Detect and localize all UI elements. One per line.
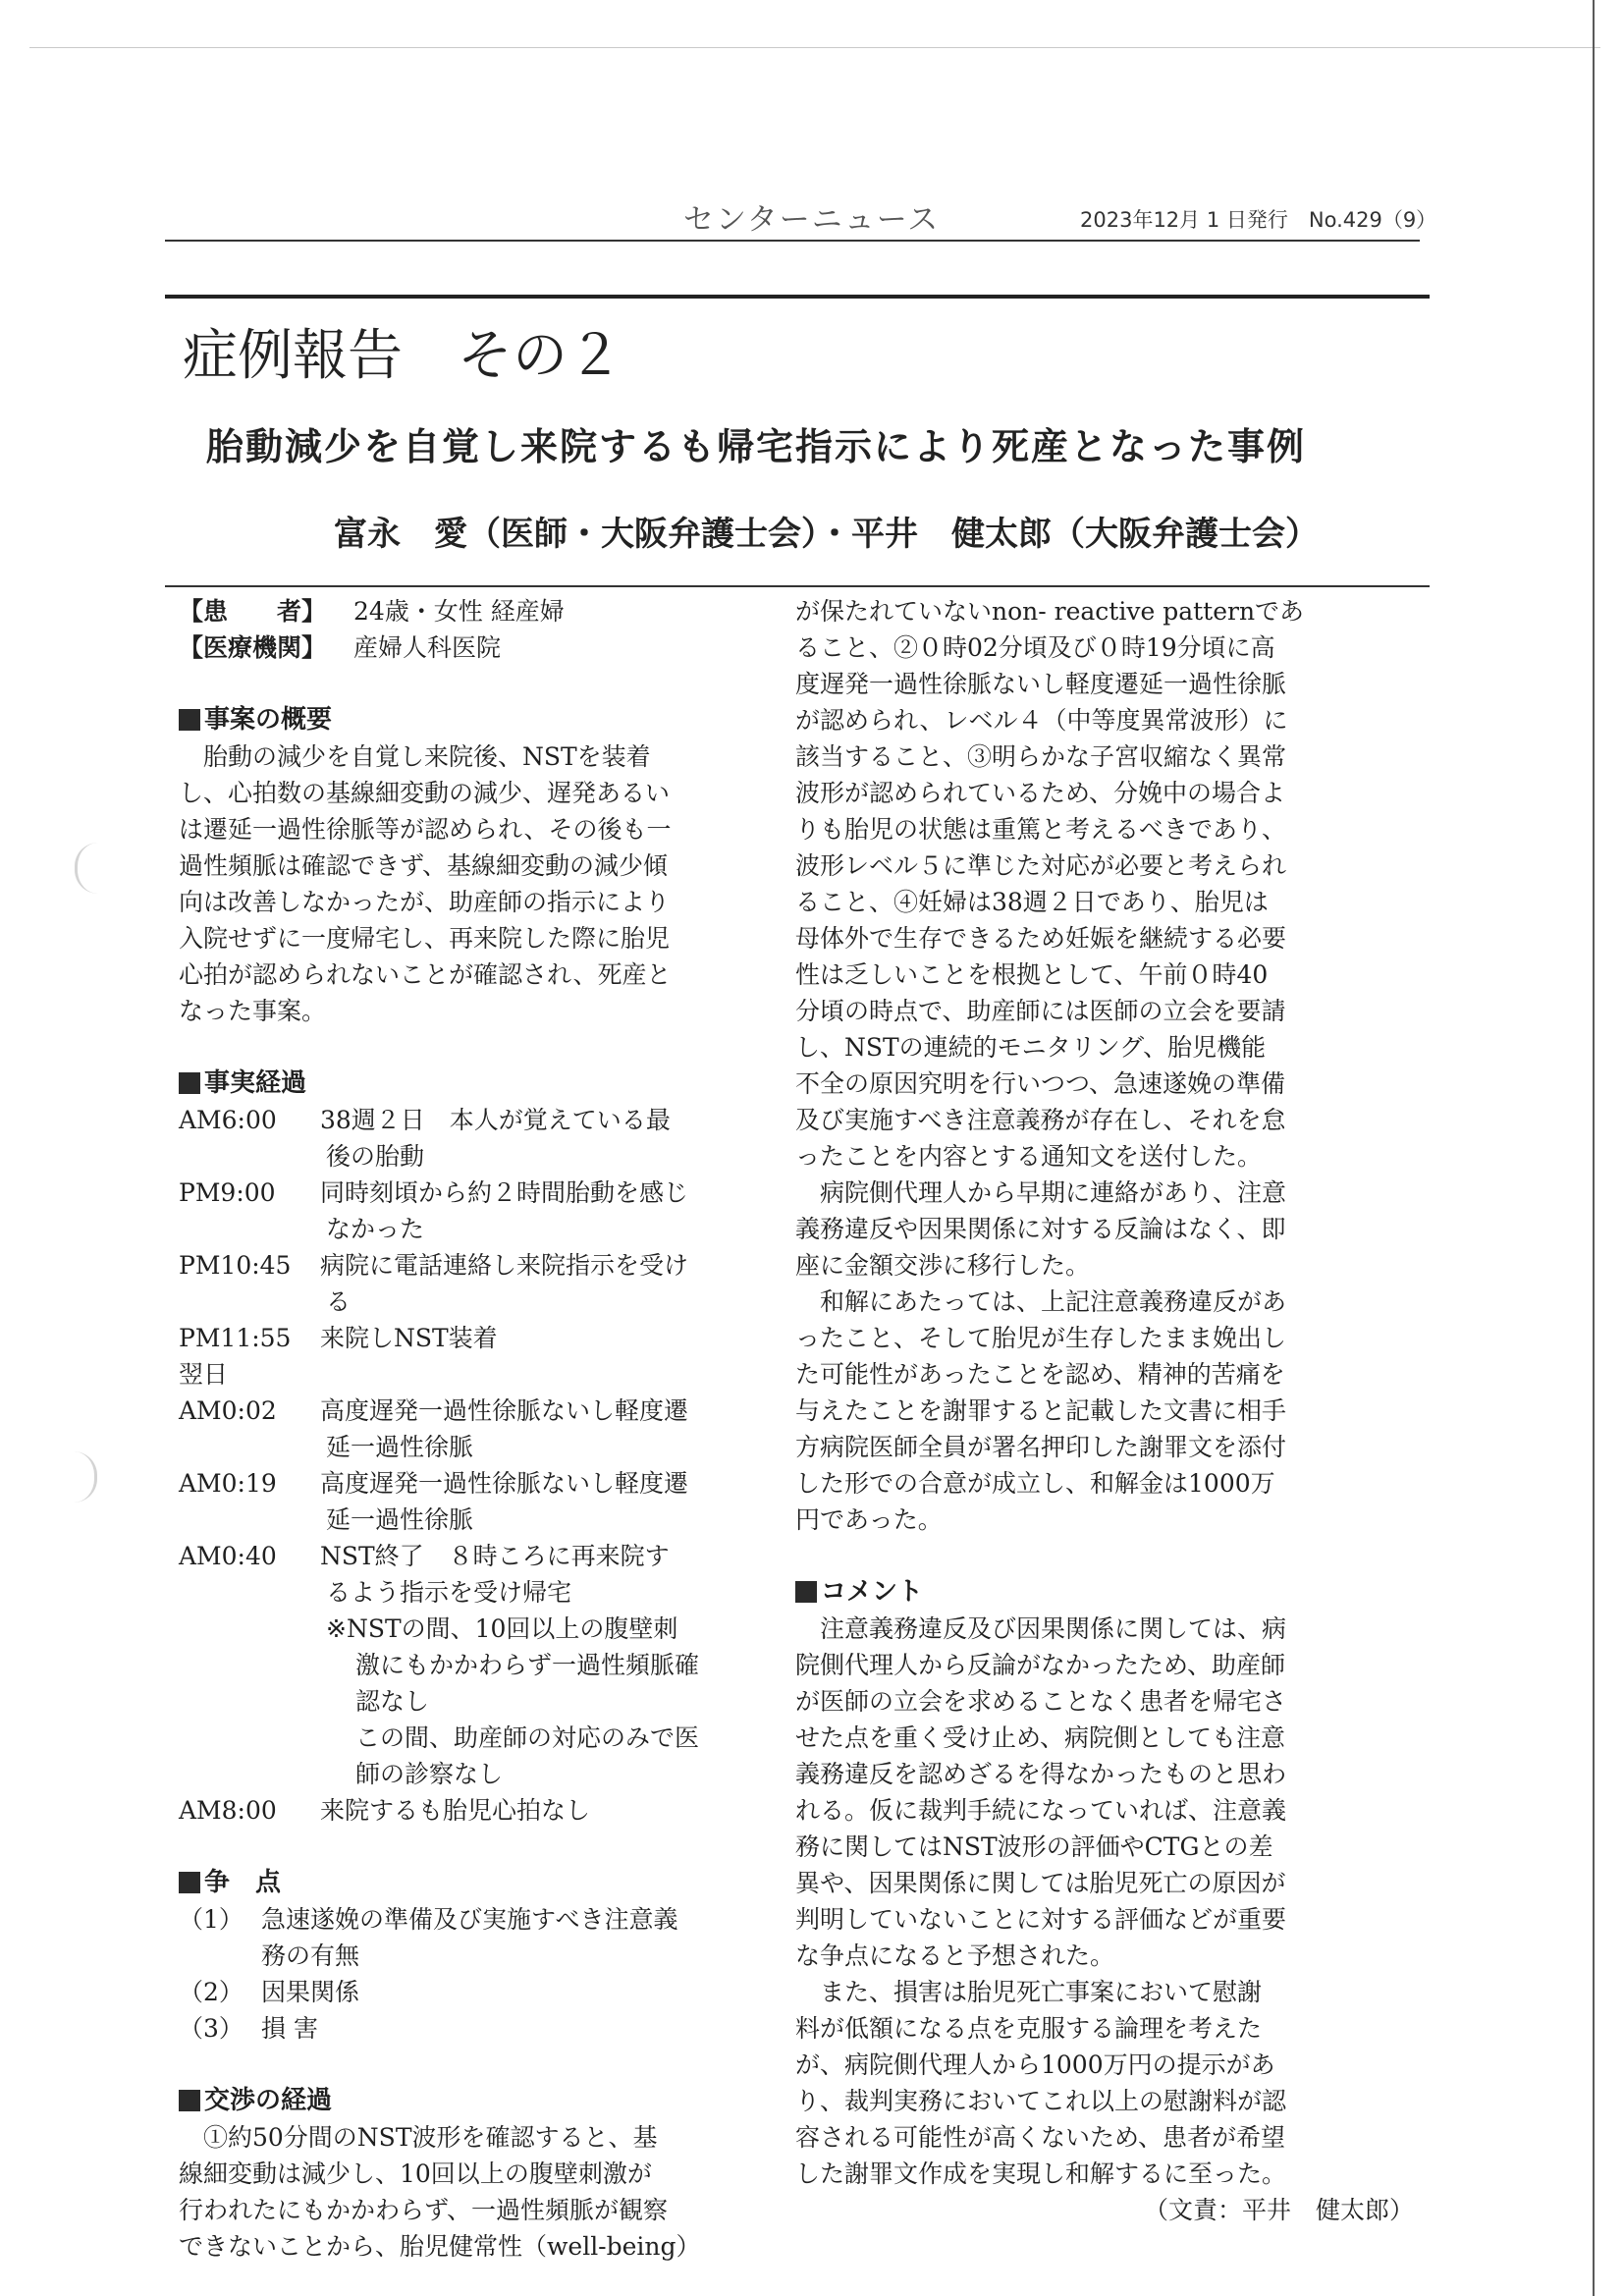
comment-line: が、病院側代理人から1000万円の提示があ [795, 2050, 1275, 2079]
timeline-text: 38週２日 本人が覚えている最 [320, 1106, 671, 1134]
timeline-time: AM0:40 [179, 1542, 277, 1570]
issue-item [179, 2010, 766, 2047]
negotiation-line: 円であった。 [795, 1505, 943, 1534]
timeline-text: るよう指示を受け帰宅 [326, 1578, 572, 1607]
issue-number: （3） [179, 2014, 243, 2043]
negotiation-line: 行われたにもかかわらず、一過性頻脈が観察 [179, 2196, 669, 2224]
negotiation-line: ったことを内容とする通知文を送付した。 [795, 1142, 1263, 1171]
timeline-text: る [326, 1287, 352, 1316]
negotiation-line: ①約50分間のNST波形を確認すると、基 [203, 2123, 658, 2152]
issue-text: 務の有無 [261, 1941, 360, 1970]
negotiation-line: 母体外で生存できるため妊娠を継続する必要 [795, 924, 1287, 953]
newsletter-name: センターニュース [683, 202, 941, 238]
article-subtitle: 胎動減少を自覚し来院するも帰宅指示により死産となった事例 [206, 424, 1307, 468]
timeline-time: AM0:02 [179, 1396, 277, 1425]
negotiation-line: 不全の原因究明を行いつつ、急速遂娩の準備 [795, 1069, 1286, 1098]
timeline-note: 激にもかかわらず一過性頻脈確 [355, 1651, 700, 1679]
comment-line: した謝罪文作成を実現し和解するに至った。 [795, 2159, 1287, 2188]
negotiation-line: 病院側代理人から早期に連絡があり、注意 [820, 1178, 1287, 1207]
title-rule [165, 295, 1430, 299]
authors-rule [165, 585, 1430, 587]
timeline-note: ※NSTの間、10回以上の腹壁刺 [326, 1614, 678, 1643]
punch-hole-mark [75, 843, 99, 894]
page-header [165, 194, 1437, 242]
comment-line: 務に関してはNST波形の評価やCTGとの差 [795, 1832, 1273, 1861]
negotiation-line: 与えたことを謝罪すると記載した文書に相手 [795, 1396, 1287, 1425]
timeline-text: なかった [326, 1215, 425, 1243]
institution-value: 産婦人科医院 [353, 633, 502, 662]
timeline-heading: 事実経過 [179, 1066, 766, 1102]
timeline-text: 来院するも胎児心拍なし [320, 1796, 591, 1825]
negotiation-line: が保たれていないnon- reactive patternであ [795, 597, 1305, 626]
timeline-note: 師の診察なし [355, 1760, 504, 1788]
negotiation-line: 和解にあたっては、上記注意義務違反があ [820, 1287, 1287, 1316]
negotiation-line: 義務違反や因果関係に対する反論はなく、即 [795, 1215, 1286, 1243]
timeline-row [179, 1175, 766, 1211]
negotiation-line: ること、②０時02分頃及び０時19分頃に高 [795, 633, 1275, 662]
timeline-time: AM8:00 [179, 1796, 277, 1825]
overview-line: なった事案。 [179, 997, 327, 1025]
comment-line: れる。仮に裁判手続になっていれば、注意義 [795, 1796, 1287, 1825]
scan-edge-line [29, 47, 1600, 48]
timeline-text: 後の胎動 [326, 1142, 425, 1171]
issue-number: （2） [179, 1978, 243, 2006]
institution-row [179, 629, 766, 666]
negotiation-line: した形での合意が成立し、和解金は1000万 [795, 1469, 1275, 1498]
patient-label: 【患 者】 [179, 597, 327, 626]
negotiation-heading: 交渉の経過 [179, 2083, 766, 2119]
timeline-text: NST終了 ８時ころに再来院す [320, 1542, 670, 1570]
timeline-row [179, 1102, 766, 1138]
timeline-row [179, 1465, 766, 1502]
timeline-time: AM6:00 [179, 1106, 277, 1134]
patient-row [179, 593, 766, 629]
timeline-text: 同時刻頃から約２時間胎動を感じ [320, 1178, 689, 1207]
issue-text: 因果関係 [261, 1978, 360, 2006]
negotiation-line: 波形レベル５に準じた対応が必要と考えられ [795, 851, 1287, 880]
right-column [795, 593, 1424, 2228]
negotiation-line: 性は乏しいことを根拠として、午前０時40 [795, 960, 1269, 989]
issue-number: （1） [179, 1905, 243, 1934]
timeline-text: 病院に電話連絡し来院指示を受け [320, 1251, 689, 1280]
left-column [179, 593, 766, 2265]
negotiation-line: 線細変動は減少し、10回以上の腹壁刺激が [179, 2159, 652, 2188]
timeline-text: 延一過性徐脈 [326, 1505, 474, 1534]
timeline-text: 延一過性徐脈 [326, 1433, 474, 1461]
issue-item [179, 1901, 766, 1938]
comment-line: また、損害は胎児死亡事案において慰謝 [820, 1978, 1263, 2006]
institution-label: 【医療機関】 [179, 633, 327, 662]
author-signature: （文責：平井 健太郎） [1143, 2196, 1414, 2224]
overview-line: は遷延一過性徐脈等が認められ、その後も一 [179, 815, 672, 844]
negotiation-line: りも胎児の状態は重篤と考えるべきであり、 [795, 815, 1287, 844]
overview-line: 心拍が認められないことが確認され、死産と [179, 960, 672, 989]
timeline-text: 高度遅発一過性徐脈ないし軽度遷 [320, 1469, 689, 1498]
negotiation-line: ること、④妊婦は38週２日であり、胎児は [795, 888, 1269, 916]
timeline-time: AM0:19 [179, 1469, 277, 1498]
negotiation-line: 分頃の時点で、助産師には医師の立会を要請 [795, 997, 1286, 1025]
negotiation-line: 度遅発一過性徐脈ないし軽度遷延一過性徐脈 [795, 670, 1287, 698]
overview-line: 入院せずに一度帰宅し、再来院した際に胎児 [179, 924, 671, 953]
overview-line: 向は改善しなかったが、助産師の指示により [179, 888, 671, 916]
comment-line: せた点を重く受け止め、病院側としても注意 [795, 1723, 1286, 1752]
timeline-time: PM9:00 [179, 1178, 276, 1207]
comment-line: 義務違反を認めざるを得なかったものと思わ [795, 1760, 1287, 1788]
comment-heading: コメント [795, 1574, 1424, 1611]
timeline-next-day: 翌日 [179, 1360, 229, 1389]
negotiation-line: できないことから、胎児健常性（well-being） [179, 2232, 701, 2261]
timeline-note: 認なし [355, 1687, 430, 1716]
timeline-row [179, 1320, 766, 1356]
issue-item [179, 1974, 766, 2010]
negotiation-line: 方病院医師全員が署名押印した謝罪文を添付 [795, 1433, 1287, 1461]
timeline-time: PM11:55 [179, 1324, 292, 1352]
issue-text: 急速遂娩の準備及び実施すべき注意義 [261, 1905, 678, 1934]
timeline-text: 高度遅発一過性徐脈ないし軽度遷 [320, 1396, 689, 1425]
comment-line: な争点になると予想された。 [795, 1941, 1115, 1970]
timeline-note: この間、助産師の対応のみで医 [355, 1723, 700, 1752]
comment-line: 注意義務違反及び因果関係に関しては、病 [820, 1614, 1287, 1643]
timeline-row [179, 1538, 766, 1574]
timeline-row [179, 1792, 766, 1829]
issue-date: 2023年12月 1 日発行 No.429（9） [1080, 208, 1437, 232]
issues-heading: 争 点 [179, 1865, 766, 1901]
timeline-row [179, 1247, 766, 1284]
overview-line: 胎動の減少を自覚し来院後、NSTを装着 [203, 742, 651, 771]
negotiation-line: ったこと、そして胎児が生存したまま娩出し [795, 1324, 1287, 1352]
comment-line: が医師の立会を求めることなく患者を帰宅さ [795, 1687, 1287, 1716]
timeline-row [179, 1393, 766, 1429]
issue-text: 損 害 [261, 2014, 318, 2043]
comment-line: 料が低額になる点を克服する論理を考えた [795, 2014, 1263, 2043]
negotiation-line: が認められ、レベル４（中等度異常波形）に [795, 706, 1288, 735]
article-title: 症例報告 その２ [183, 324, 622, 388]
negotiation-line: 該当すること、③明らかな子宮収縮なく異常 [795, 742, 1287, 771]
comment-line: 院側代理人から反論がなかったため、助産師 [795, 1651, 1286, 1679]
scan-edge-right [1593, 0, 1595, 2296]
negotiation-line: た可能性があったことを認め、精神的苦痛を [795, 1360, 1285, 1389]
timeline-text: 来院しNST装着 [320, 1324, 498, 1352]
overview-line: し、心拍数の基線細変動の減少、遅発あるい [179, 779, 671, 807]
negotiation-line: 波形が認められているため、分娩中の場合よ [795, 779, 1286, 807]
negotiation-line: し、NSTの連続的モニタリング、胎児機能 [795, 1033, 1267, 1062]
article-authors: 富永 愛（医師・大阪弁護士会）・平井 健太郎（大阪弁護士会） [334, 515, 1319, 554]
punch-hole-mark [73, 1451, 97, 1503]
overview-heading: 事案の概要 [179, 702, 766, 738]
comment-line: り、裁判実務においてこれ以上の慰謝料が認 [795, 2087, 1287, 2115]
comment-line: 異や、因果関係に関しては胎児死亡の原因が [795, 1869, 1286, 1897]
comment-line: 判明していないことに対する評価などが重要 [795, 1905, 1287, 1934]
comment-line: 容される可能性が高くないため、患者が希望 [795, 2123, 1286, 2152]
negotiation-line: 及び実施すべき注意義務が存在し、それを怠 [795, 1106, 1286, 1134]
negotiation-line: 座に金額交渉に移行した。 [795, 1251, 1091, 1280]
overview-line: 過性頻脈は確認できず、基線細変動の減少傾 [179, 851, 669, 880]
patient-value: 24歳・女性 経産婦 [353, 597, 565, 626]
timeline-time: PM10:45 [179, 1251, 292, 1280]
